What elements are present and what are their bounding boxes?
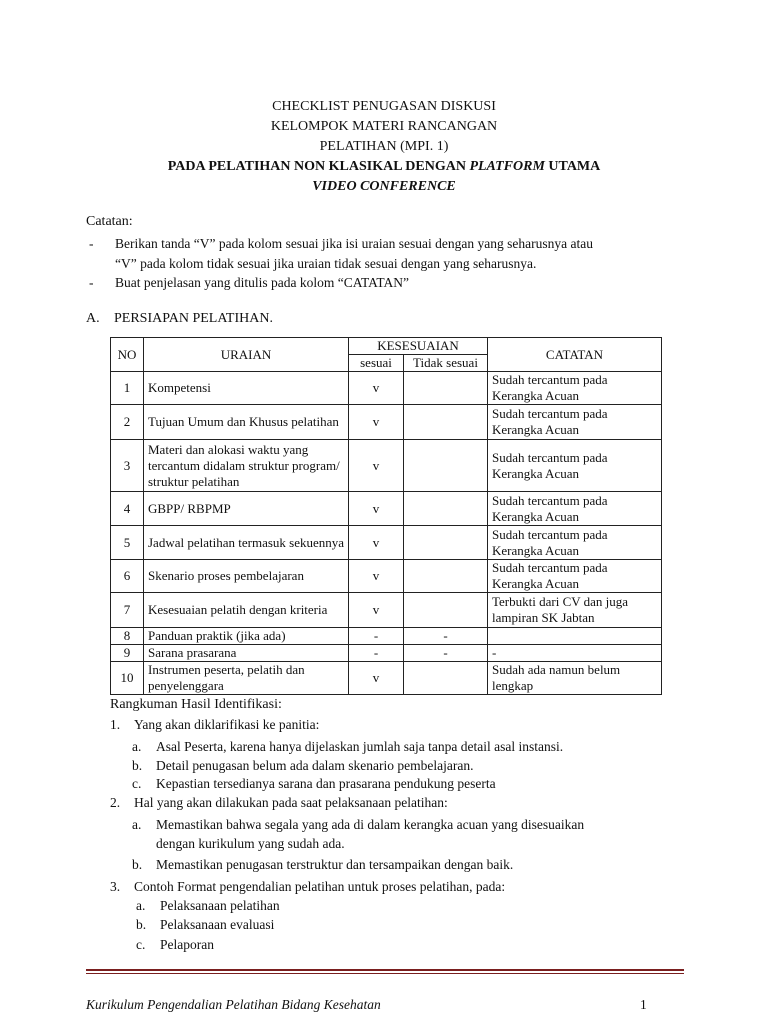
cell-sesuai: v — [349, 440, 404, 492]
list-text: dengan kurikulum yang sudah ada. — [156, 836, 345, 851]
list-letter: a. — [136, 898, 146, 913]
section-letter: A. — [86, 311, 100, 326]
list-number: 2. — [110, 795, 121, 810]
catatan-label: Catatan: — [86, 214, 133, 229]
list-text: Hal yang akan dilakukan pada saat pelaksanaan pelatihan: — [134, 795, 448, 810]
table-row — [111, 662, 662, 695]
table-row — [111, 526, 662, 560]
cell-tidak-sesuai — [404, 593, 488, 628]
cell-tidak-sesuai: - — [404, 628, 488, 645]
cell-sesuai: - — [349, 645, 404, 662]
footer-divider — [86, 969, 684, 971]
list-letter: a. — [132, 739, 142, 754]
list-letter: b. — [132, 857, 143, 872]
cell-tidak-sesuai — [404, 440, 488, 492]
catatan-text: Berikan tanda “V” pada kolom sesuai jika isi uraian sesuai dengan yang seharusnya atau — [115, 236, 593, 251]
table-row — [111, 560, 662, 593]
list-letter: a. — [132, 817, 142, 832]
header-sesuai: sesuai — [349, 355, 404, 372]
footer-title: Kurikulum Pengendalian Pelatihan Bidang Kesehatan — [86, 997, 381, 1012]
cell-sesuai: v — [349, 372, 404, 405]
cell-catatan: Terbukti dari CV dan juga lampiran SK Jabtan — [488, 593, 662, 628]
cell-tidak-sesuai — [404, 492, 488, 526]
table-row — [111, 372, 662, 405]
table-row — [111, 492, 662, 526]
list-text: Yang akan diklarifikasi ke panitia: — [134, 717, 320, 732]
list-letter: c. — [132, 776, 142, 791]
header-catatan: CATATAN — [488, 338, 662, 372]
cell-catatan: Sudah tercantum pada Kerangka Acuan — [488, 405, 662, 440]
cell-no: 9 — [111, 645, 144, 662]
cell-no: 8 — [111, 628, 144, 645]
footer-divider-thin — [86, 973, 684, 974]
page-number: 1 — [640, 997, 647, 1012]
cell-no: 5 — [111, 526, 144, 560]
cell-tidak-sesuai — [404, 372, 488, 405]
list-letter: b. — [132, 758, 143, 773]
section-heading — [86, 311, 273, 327]
doc-title-line-2: KELOMPOK MATERI RANCANGAN — [270, 119, 498, 134]
doc-title-line-1: CHECKLIST PENUGASAN DISKUSI — [272, 99, 496, 114]
header-uraian: URAIAN — [144, 338, 349, 372]
list-text: Pelaksanaan evaluasi — [160, 917, 275, 932]
catatan-dash: - — [89, 275, 94, 290]
cell-no: 1 — [111, 372, 144, 405]
list-text: Memastikan penugasan terstruktur dan tersampaikan dengan baik. — [156, 857, 514, 872]
cell-uraian: GBPP/ RBPMP — [144, 492, 349, 526]
doc-title-line-4 — [0, 157, 768, 177]
cell-uraian: Materi dan alokasi waktu yang tercantum didalam struktur program/ struktur pelatihan — [144, 440, 349, 492]
cell-uraian: Tujuan Umum dan Khusus pelatihan — [144, 405, 349, 440]
list-text: Contoh Format pengendalian pelatihan untuk proses pelatihan, pada: — [134, 879, 506, 894]
cell-tidak-sesuai — [404, 526, 488, 560]
table-row — [111, 628, 662, 645]
cell-no: 6 — [111, 560, 144, 593]
section-title: PERSIAPAN PELATIHAN. — [114, 311, 273, 326]
table-row — [111, 645, 662, 662]
list-text: Memastikan bahwa segala yang ada di dalam kerangka acuan yang disesuaikan — [156, 817, 585, 832]
table-row — [111, 440, 662, 492]
cell-uraian: Jadwal pelatihan termasuk sekuennya — [144, 526, 349, 560]
cell-tidak-sesuai — [404, 662, 488, 695]
cell-catatan: Sudah tercantum pada Kerangka Acuan — [488, 440, 662, 492]
list-text: Asal Peserta, karena hanya dijelaskan jumlah saja tanpa detail asal instansi. — [156, 739, 564, 754]
doc-title-line-5: VIDEO CONFERENCE — [312, 179, 456, 194]
table-row — [111, 405, 662, 440]
header-no: NO — [111, 338, 144, 372]
catatan-item — [89, 234, 689, 274]
title-line-4-pre: PADA PELATIHAN NON KLASIKAL DENGAN — [167, 159, 470, 174]
cell-no: 2 — [111, 405, 144, 440]
list-number: 3. — [110, 879, 121, 894]
header-kesesuaian: KESESUAIAN — [349, 338, 488, 355]
title-line-4-post: UTAMA — [544, 159, 601, 174]
cell-catatan: - — [488, 645, 662, 662]
cell-tidak-sesuai: - — [404, 645, 488, 662]
list-text: Kepastian tersedianya sarana dan prasarana pendukung peserta — [156, 776, 496, 791]
cell-catatan: Sudah tercantum pada Kerangka Acuan — [488, 526, 662, 560]
cell-sesuai: v — [349, 492, 404, 526]
list-number: 1. — [110, 717, 121, 732]
cell-uraian: Kesesuaian pelatih dengan kriteria — [144, 593, 349, 628]
rangkuman-title: Rangkuman Hasil Identifikasi: — [110, 697, 282, 712]
cell-no: 10 — [111, 662, 144, 695]
cell-catatan: Sudah tercantum pada Kerangka Acuan — [488, 492, 662, 526]
cell-no: 4 — [111, 492, 144, 526]
cell-catatan: Sudah ada namun belum lengkap — [488, 662, 662, 695]
header-tidak-sesuai: Tidak sesuai — [404, 355, 488, 372]
cell-catatan — [488, 628, 662, 645]
cell-no: 7 — [111, 593, 144, 628]
cell-tidak-sesuai — [404, 405, 488, 440]
cell-sesuai: v — [349, 560, 404, 593]
list-text: Detail penugasan belum ada dalam skenario pembelajaran. — [156, 758, 474, 773]
cell-uraian: Skenario proses pembelajaran — [144, 560, 349, 593]
cell-sesuai: v — [349, 526, 404, 560]
cell-uraian: Kompetensi — [144, 372, 349, 405]
cell-catatan: Sudah tercantum pada Kerangka Acuan — [488, 372, 662, 405]
cell-sesuai: v — [349, 405, 404, 440]
catatan-dash: - — [89, 236, 94, 251]
catatan-text-cont: “V” pada kolom tidak sesuai jika uraian tidak sesuai dengan yang seharusnya. — [115, 256, 537, 271]
cell-no: 3 — [111, 440, 144, 492]
catatan-text: Buat penjelasan yang ditulis pada kolom “CATATAN” — [115, 275, 410, 290]
title-line-4-em: PLATFORM — [469, 159, 545, 174]
catatan-item — [89, 273, 689, 293]
cell-tidak-sesuai — [404, 560, 488, 593]
list-letter: c. — [136, 937, 146, 952]
list-letter: b. — [136, 917, 147, 932]
checklist-table — [110, 337, 662, 695]
cell-catatan: Sudah tercantum pada Kerangka Acuan — [488, 560, 662, 593]
cell-sesuai: v — [349, 593, 404, 628]
list-text: Pelaksanaan pelatihan — [160, 898, 280, 913]
doc-title-line-3: PELATIHAN (MPI. 1) — [319, 139, 449, 154]
table-row — [111, 593, 662, 628]
cell-uraian: Instrumen peserta, pelatih dan penyelenggara — [144, 662, 349, 695]
cell-sesuai: v — [349, 662, 404, 695]
cell-sesuai: - — [349, 628, 404, 645]
list-text: Pelaporan — [160, 937, 214, 952]
cell-uraian: Panduan praktik (jika ada) — [144, 628, 349, 645]
cell-uraian: Sarana prasarana — [144, 645, 349, 662]
